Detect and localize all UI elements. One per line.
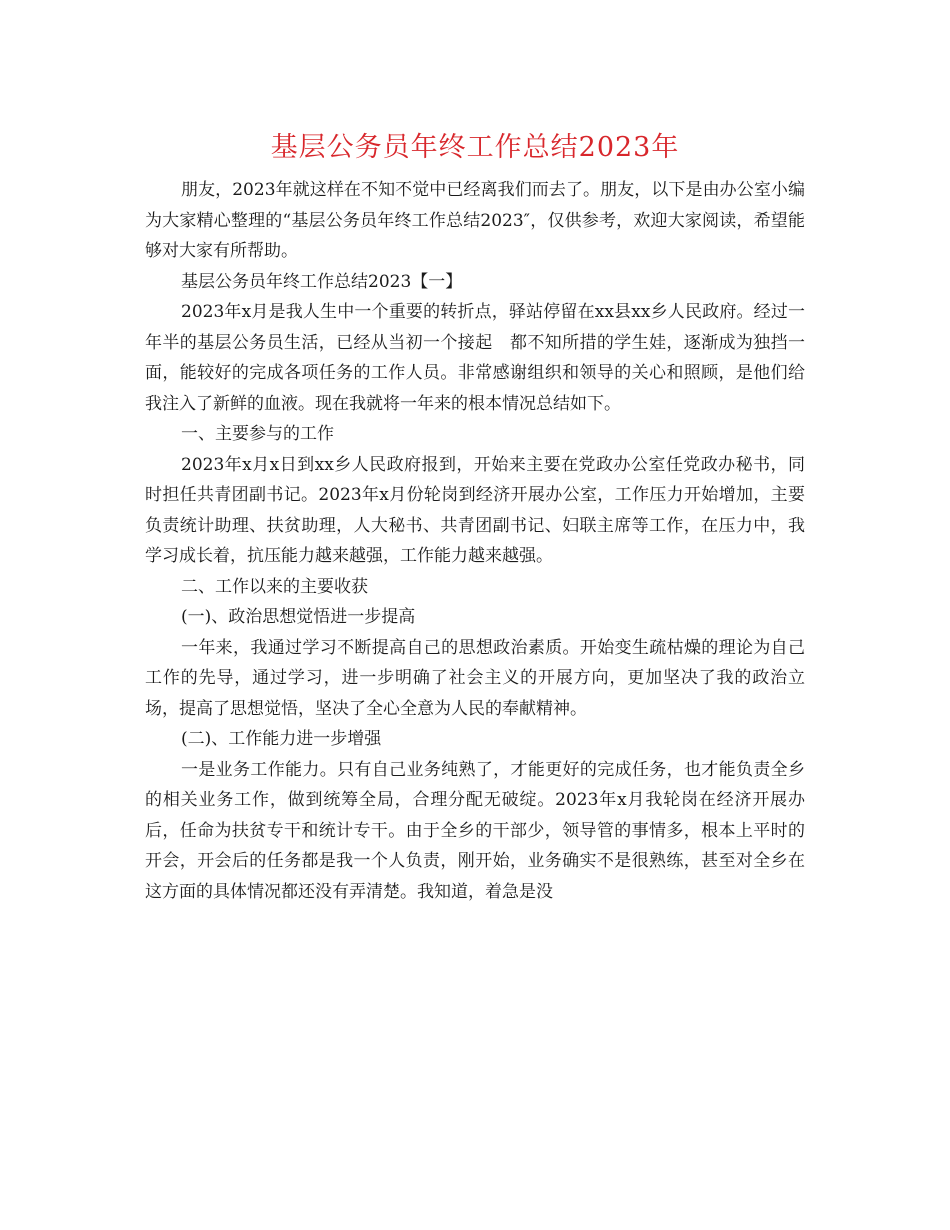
paragraph-political-awareness: 一年来，我通过学习不断提高自己的思想政治素质。开始变生疏枯燥的理论为自己工作的先导，通过学习，进一步明确了社会主义的开展方向，更加坚决了我的政治立场，提高了思想觉悟，坚决了全心全意为人民的奉献精神。 <box>145 637 805 719</box>
document-title: 基层公务员年终工作总结2023年 <box>270 132 680 163</box>
paragraph-work-ability: 一是业务工作能力。只有自己业务纯熟了，才能更好的完成任务，也才能负责全乡的相关业务工作，做到统筹全局，合理分配无破绽。2023年x月我轮岗在经济开展办后，任命为扶贫专干和统计专干。由于全乡的干部少，领导管的事情多，根本上平时的开会，开会后的任务都是我一个人负责，刚开始，业务确实不是很熟练，甚至对全乡在这方面的具体情况都还没有弄清楚。我知道，着急是没 <box>145 759 805 902</box>
section-heading-part-one: 基层公务员年终工作总结2023【一】 <box>181 271 463 292</box>
document-body <box>145 175 805 907</box>
subheading-political-awareness: (一)、政治思想觉悟进一步提高 <box>181 607 416 627</box>
paragraph-turning-point: 2023年x月是我人生中一个重要的转折点，驿站停留在xx县xx乡人民政府。经过一年半的基层公务员生活，已经从当初一个接起 都不知所措的学生娃，逐渐成为独挡一面，能较好的完成各项任务的工作人员。非常感谢组织和领导的关心和照顾，是他们给我注入了新鲜的血液。现在我就将一年来的根本情况总结如下。 <box>145 302 805 414</box>
subheading-work-ability: (二)、工作能力进一步增强 <box>181 729 382 749</box>
paragraph-intro: 朋友，2023年就这样在不知不觉中已经离我们而去了。朋友，以下是由办公室小编为大家精心整理的“基层公务员年终工作总结2023″，仅供参考，欢迎大家阅读，希望能够对大家有所帮助。 <box>145 180 805 261</box>
heading-main-work: 一、主要参与的工作 <box>181 424 334 444</box>
paragraph-main-work: 2023年x月x日到xx乡人民政府报到，开始来主要在党政办公室任党政办秘书，同时担任共青团副书记。2023年x月份轮岗到经济开展办公室，工作压力开始增加，主要负责统计助理、扶贫助理，人大秘书、共青团副书记、妇联主席等工作，在压力中，我学习成长着，抗压能力越来越强，工作能力越来越强。 <box>145 454 805 566</box>
heading-main-gains: 二、工作以来的主要收获 <box>181 576 368 597</box>
